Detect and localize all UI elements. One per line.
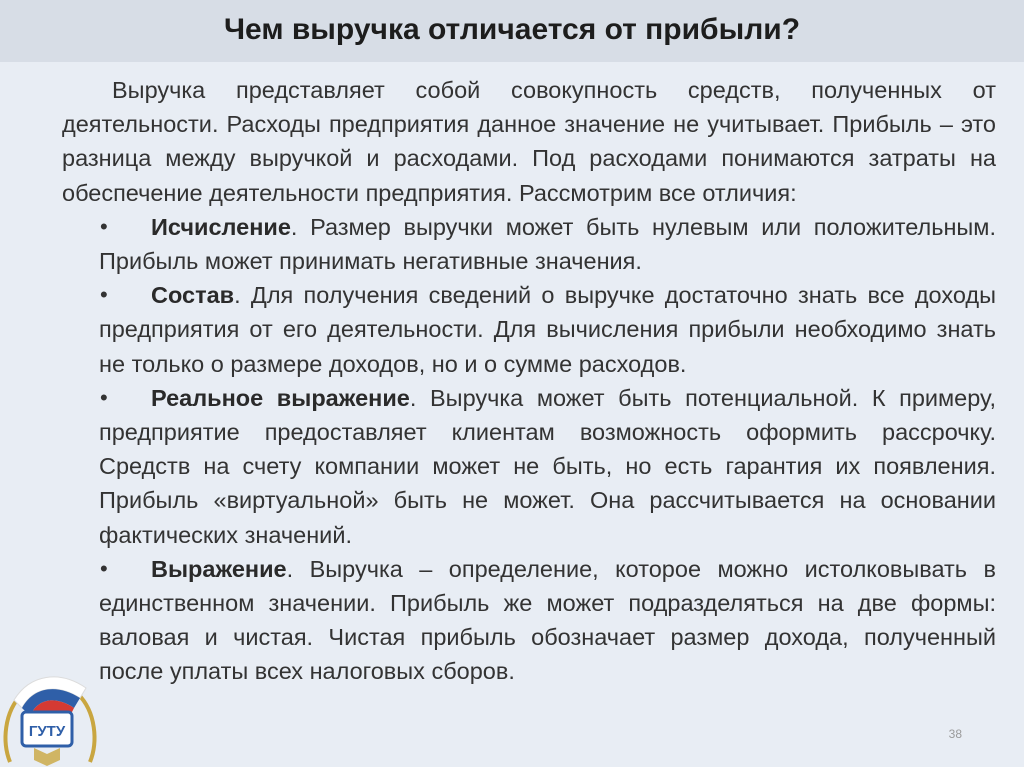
bullet-description: . Для получения сведений о выручке достаточно знать все доходы предприятия от его деятельности. Для вычисления прибыли необходимо знать не только о размере доходов, но и о сумме расходов. [99, 282, 996, 377]
bullet-term: Состав [151, 282, 235, 309]
university-logo [0, 652, 100, 767]
slide-title: Чем выручка отличается от прибыли? [223, 13, 801, 46]
bullet-item [62, 552, 996, 689]
bullet-text-block [99, 381, 996, 552]
bullet-marker: • [100, 384, 108, 410]
bullet-description: . Выручка может быть потенциальной. К примеру, предприятие предоставляет клиентам возможность оформить рассрочку. Средств на счету компании может не быть, но есть гарантия их появления. Прибыль «виртуальной» быть не может. Она рассчитывается на основании фактических значений. [99, 384, 996, 548]
bullet-item [62, 381, 996, 552]
logo-text: ГУТУ [28, 723, 66, 740]
bullet-marker: • [100, 213, 108, 239]
bullet-marker: • [100, 555, 108, 581]
slide-content [62, 73, 996, 689]
page-number: 38 [948, 727, 962, 741]
bullet-text-block [99, 278, 996, 381]
bullet-description: . Размер выручки может быть нулевым или положительным. Прибыль может принимать негативные значения. [99, 213, 996, 275]
bullet-item [62, 278, 996, 381]
bullet-term: Реальное выражение [151, 384, 410, 411]
intro-paragraph: Выручка представляет собой совокупность средств, полученных от деятельности. Расходы предприятия данное значение не учитывает. Прибыль – это разница между выручкой и расходами. Под расходами понимаются затраты на обеспечение деятельности предприятия. Рассмотрим все отличия: [62, 77, 996, 206]
bullet-term: Исчисление [151, 213, 291, 240]
bullet-term: Выражение [151, 555, 287, 582]
bullet-item [62, 210, 996, 278]
bullet-text-block [99, 552, 996, 689]
bullet-marker: • [100, 282, 108, 308]
bullet-description: . Выручка – определение, которое можно истолковывать в единственном значении. Прибыль же может подразделяться на две формы: валовая и чистая. Чистая прибыль обозначает размер дохода, полученный после уплаты всех налоговых сборов. [99, 555, 996, 685]
bullet-text-block [99, 210, 996, 278]
